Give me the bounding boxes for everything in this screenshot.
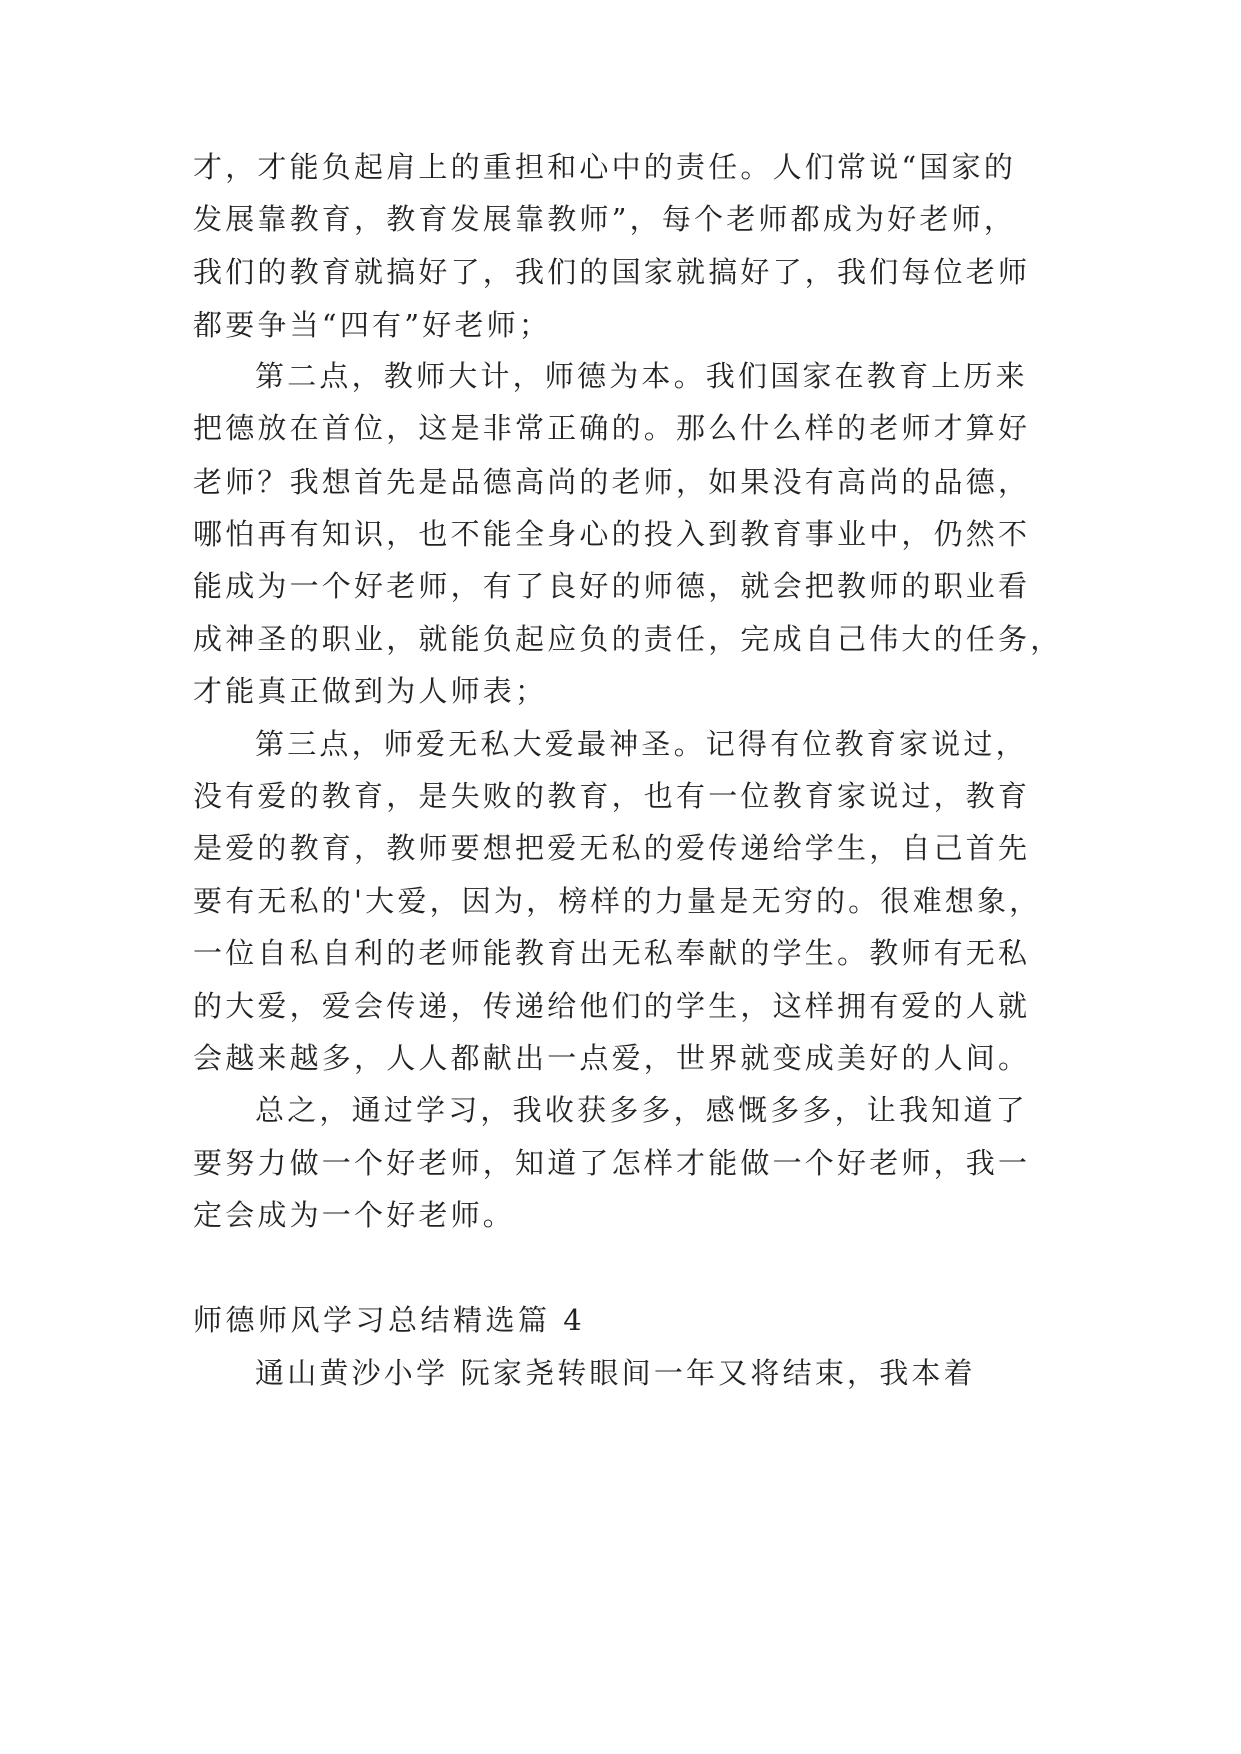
text-line: 没有爱的教育，是失败的教育，也有一位教育家说过，教育 bbox=[193, 779, 1031, 813]
text-line: 的大爱，爱会传递，传递给他们的学生，这样拥有爱的人就 bbox=[193, 989, 1031, 1023]
text-line: 成神圣的职业，就能负起应负的责任，完成自己伟大的任务， bbox=[193, 622, 1063, 656]
paragraph-first-line: 通山黄沙小学 阮家尧转眼间一年又将结束，我本着 bbox=[255, 1356, 976, 1390]
text-line: 定会成为一个好老师。 bbox=[193, 1198, 516, 1232]
paragraph-first-line: 总之，通过学习，我收获多多，感慨多多，让我知道了 bbox=[255, 1093, 1028, 1127]
section-heading: 师德师风学习总结精选篇 4 bbox=[193, 1303, 586, 1337]
text-line: 才，才能负起肩上的重担和心中的责任。人们常说“国家的 bbox=[193, 150, 1017, 184]
text-line: 能成为一个好老师，有了良好的师德，就会把教师的职业看 bbox=[193, 569, 1031, 603]
text-line: 都要争当“四有”好老师； bbox=[193, 308, 552, 342]
text-line: 把德放在首位，这是非常正确的。那么什么样的老师才算好 bbox=[193, 411, 1031, 445]
text-line: 会越来越多，人人都献出一点爱，世界就变成美好的人间。 bbox=[193, 1041, 1031, 1075]
text-line: 哪怕再有知识，也不能全身心的投入到教育事业中，仍然不 bbox=[193, 517, 1031, 551]
text-line: 老师？我想首先是品德高尚的老师，如果没有高尚的品德， bbox=[193, 465, 1031, 499]
text-line: 要努力做一个好老师，知道了怎样才能做一个好老师，我一 bbox=[193, 1146, 1031, 1180]
text-line: 要有无私的'大爱，因为，榜样的力量是无穷的。很难想象， bbox=[193, 884, 1042, 918]
text-line: 才能真正做到为人师表； bbox=[193, 674, 548, 708]
paragraph-first-line: 第三点，师爱无私大爱最神圣。记得有位教育家说过， bbox=[255, 727, 1028, 761]
text-line: 我们的教育就搞好了，我们的国家就搞好了，我们每位老师 bbox=[193, 255, 1031, 289]
text-line: 是爱的教育，教师要想把爱无私的爱传递给学生，自己首先 bbox=[193, 831, 1031, 865]
text-line: 发展靠教育，教育发展靠教师”，每个老师都成为好老师， bbox=[193, 202, 1017, 236]
paragraph-first-line: 第二点，教师大计，师德为本。我们国家在教育上历来 bbox=[255, 359, 1028, 393]
text-line: 一位自私自利的老师能教育出无私奉献的学生。教师有无私 bbox=[193, 936, 1031, 970]
